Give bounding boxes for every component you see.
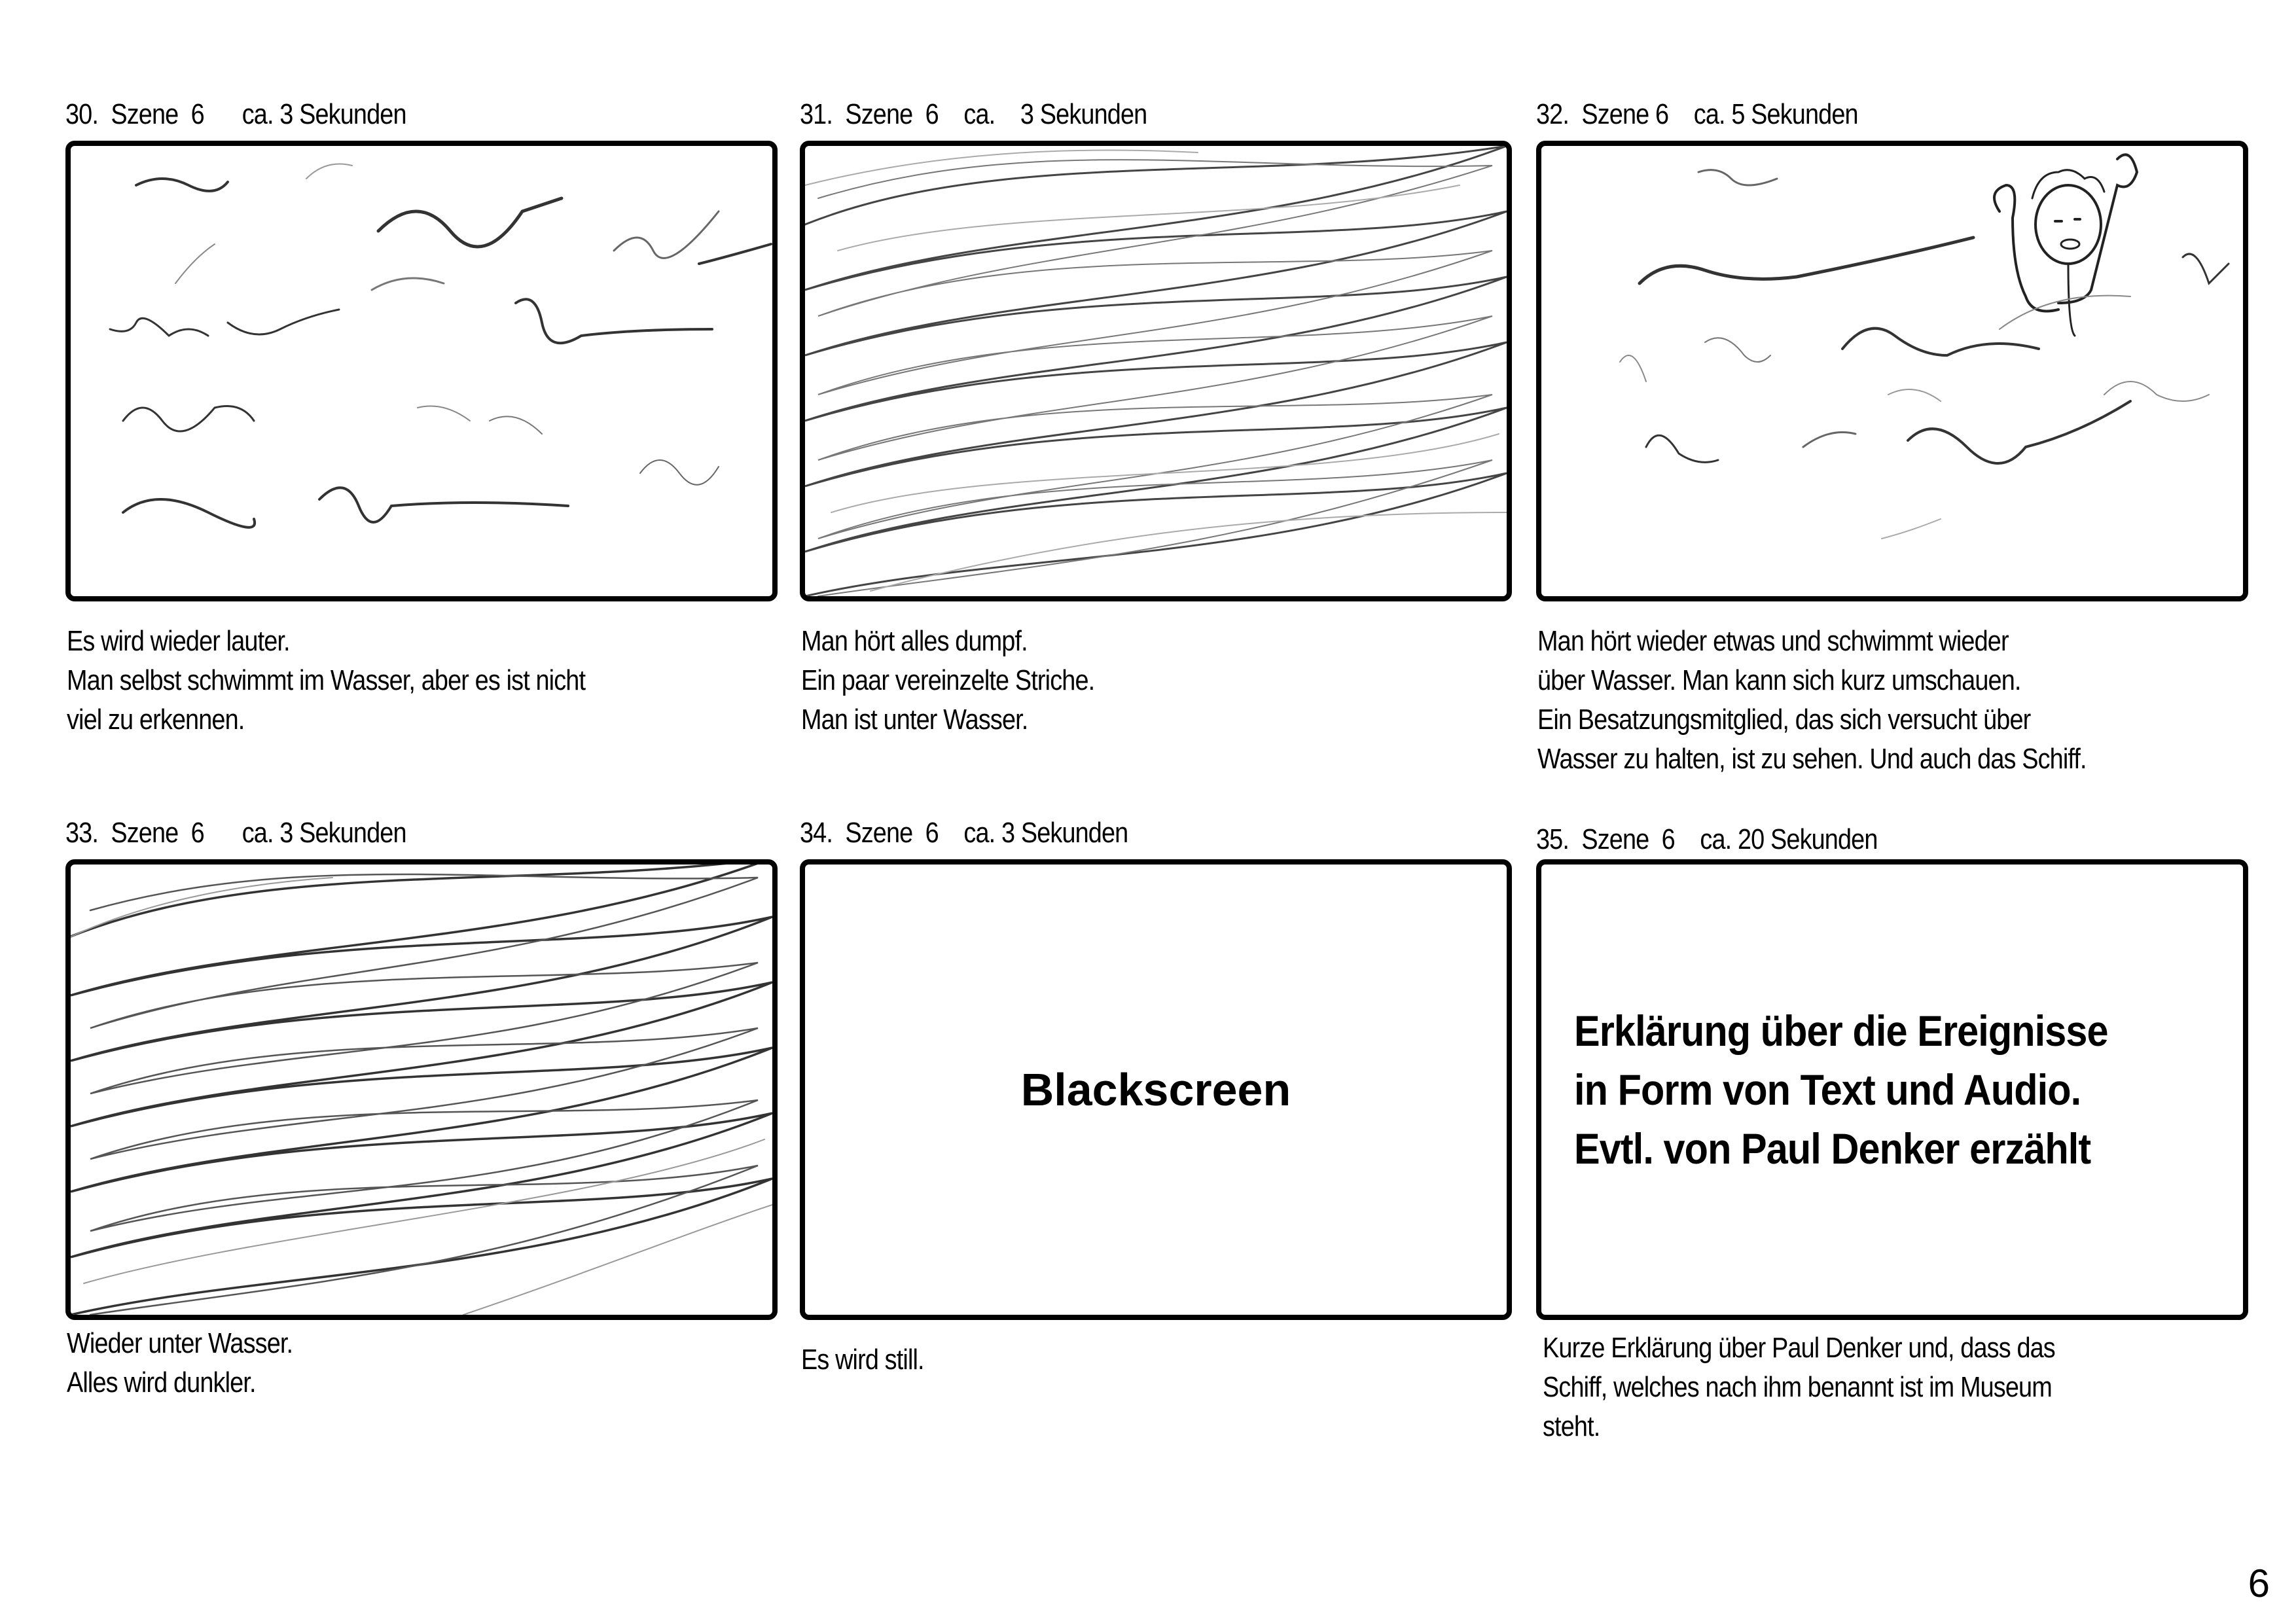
sketch-frame-explanation xyxy=(1536,859,2248,1320)
explanation-line: Evtl. von Paul Denker erzählt xyxy=(1574,1124,2091,1173)
underwater-scribble-sketch xyxy=(805,146,1507,596)
panel-heading: 32. Szene 6 ca. 5 Sekunden xyxy=(1536,98,1858,130)
panel-heading: 33. Szene 6 ca. 3 Sekunden xyxy=(65,817,406,849)
sketch-frame-underwater-scribble xyxy=(800,141,1512,601)
caption-line: Es wird still. xyxy=(801,1344,924,1376)
caption-line: steht. xyxy=(1543,1410,1600,1442)
explanation-line: in Form von Text und Audio. xyxy=(1574,1065,2081,1114)
panel-caption xyxy=(801,1340,1505,1380)
water-waves-sketch xyxy=(71,146,772,596)
blackscreen-label: Blackscreen xyxy=(1020,1064,1291,1115)
caption-line: Alles wird dunkler. xyxy=(67,1366,256,1399)
sketch-frame-waves-with-crew-member xyxy=(1536,141,2248,601)
caption-line: Man ist unter Wasser. xyxy=(801,704,1028,736)
sketch-frame-water-waves xyxy=(65,141,778,601)
caption-line: über Wasser. Man kann sich kurz umschauen. xyxy=(1537,664,2021,696)
caption-line: Man hört alles dumpf. xyxy=(801,625,1028,657)
caption-line: Wasser zu halten, ist zu sehen. Und auch das Schiff. xyxy=(1537,743,2087,775)
caption-line: Wieder unter Wasser. xyxy=(67,1327,293,1359)
waves-with-crew-member-sketch xyxy=(1541,146,2243,596)
panel-caption xyxy=(801,622,1505,740)
panel-caption xyxy=(1537,622,2241,779)
page-number: 6 xyxy=(2248,1561,2270,1605)
caption-line: Ein paar vereinzelte Striche. xyxy=(801,664,1095,696)
caption-line: Ein Besatzungsmitglied, das sich versucht über xyxy=(1537,704,2031,736)
panel-heading: 30. Szene 6 ca. 3 Sekunden xyxy=(65,98,406,130)
crew-member-figure xyxy=(1994,154,2137,336)
panel-caption xyxy=(67,1324,770,1402)
panel-heading: 34. Szene 6 ca. 3 Sekunden xyxy=(800,817,1128,849)
panel-heading: 31. Szene 6 ca. 3 Sekunden xyxy=(800,98,1147,130)
caption-line: Man hört wieder etwas und schwimmt wieder xyxy=(1537,625,2009,657)
caption-line: Man selbst schwimmt im Wasser, aber es ist nicht xyxy=(67,664,586,696)
sketch-frame-underwater-scribble-dark xyxy=(65,859,778,1320)
caption-line: Schiff, welches nach ihm benannt ist im Museum xyxy=(1543,1371,2052,1403)
panel-caption xyxy=(67,622,770,740)
explanation-line: Erklärung über die Ereignisse xyxy=(1574,1007,2108,1055)
panel-heading: 35. Szene 6 ca. 20 Sekunden xyxy=(1536,823,1878,855)
panel-caption xyxy=(1543,1329,2246,1446)
caption-line: viel zu erkennen. xyxy=(67,704,245,736)
underwater-scribble-dark-sketch xyxy=(71,865,772,1315)
caption-line: Es wird wieder lauter. xyxy=(67,625,290,657)
sketch-frame-blackscreen xyxy=(800,859,1512,1320)
caption-line: Kurze Erklärung über Paul Denker und, dass das xyxy=(1543,1332,2055,1364)
explanation-text xyxy=(1541,865,2243,1315)
